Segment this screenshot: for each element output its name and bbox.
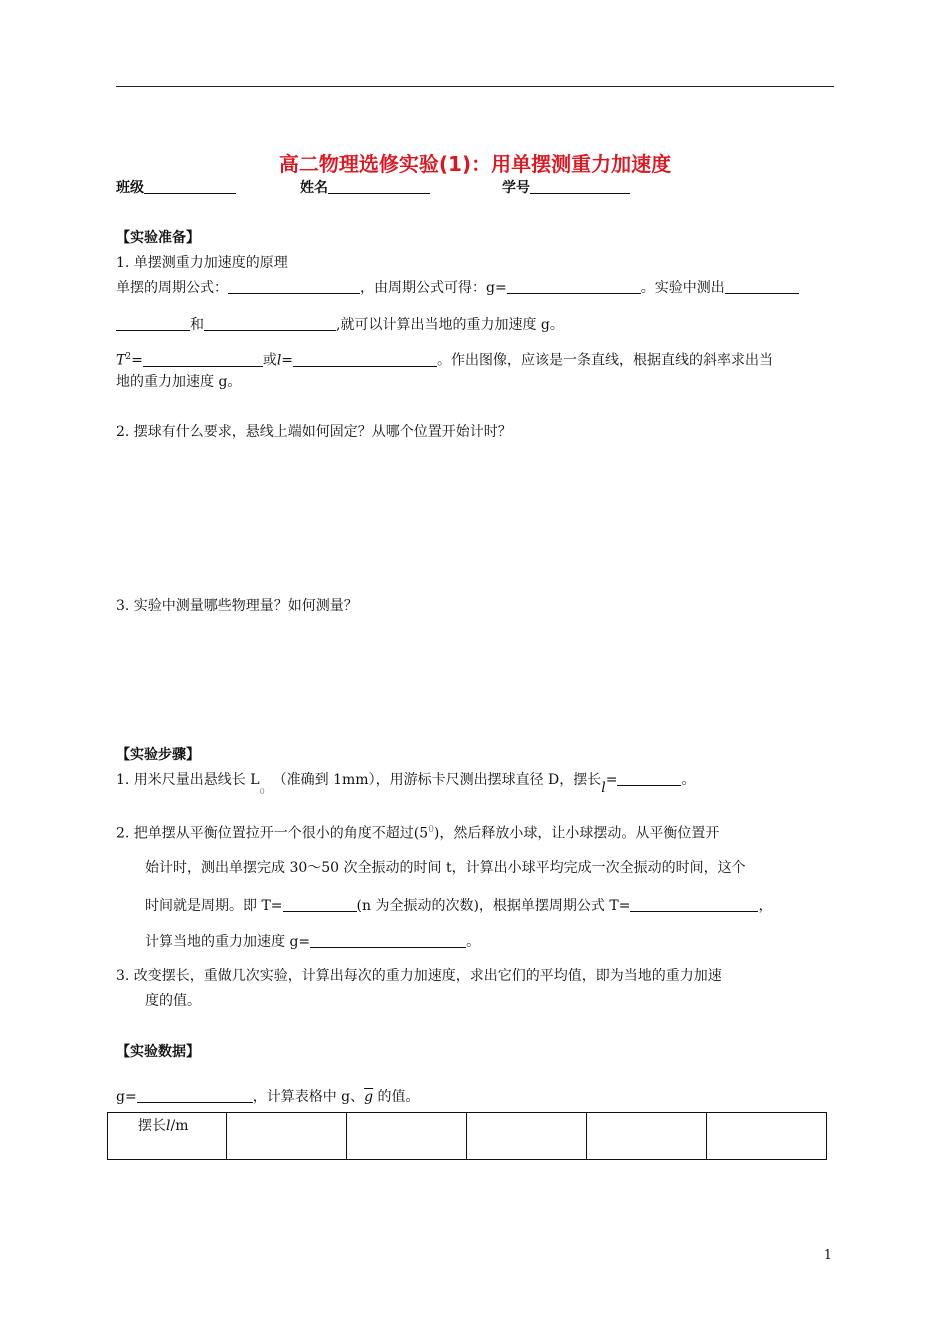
text-segment: 和 bbox=[190, 317, 204, 333]
text-segment: 2. 把单摆从平衡位置拉开一个很小的角度不超过(5 bbox=[116, 825, 429, 842]
table-cell[interactable] bbox=[347, 1113, 467, 1160]
text-segment: = bbox=[605, 772, 618, 788]
table-cell[interactable] bbox=[467, 1113, 587, 1160]
text-segment: ，由周期公式可得：g= bbox=[360, 280, 507, 296]
page-number: 1 bbox=[823, 1248, 832, 1263]
prep-q1-line3 bbox=[116, 347, 773, 371]
text-segment: ,就可以计算出当地的重力加速度 g。 bbox=[336, 317, 564, 333]
text-segment: 摆长 bbox=[138, 1118, 166, 1134]
measure-blank-1[interactable] bbox=[725, 279, 799, 294]
section-data-heading: 【实验数据】 bbox=[116, 1044, 200, 1060]
class-input[interactable] bbox=[144, 179, 236, 194]
step-2-line1 bbox=[116, 820, 719, 844]
g-bar-symbol: $\overline{g}$ bbox=[364, 1089, 374, 1105]
g-result-blank[interactable] bbox=[310, 933, 466, 948]
text-segment: （准确到 1mm），用游标卡尺测出摆球直径 D，摆长 bbox=[272, 772, 602, 788]
step-2-line2: 始计时，测出单摆完成 30～50 次全振动的时间 t，计算出小球平均完成一次全振动的时间，这个 bbox=[145, 860, 746, 876]
text-segment: 单摆的周期公式： bbox=[116, 280, 228, 296]
text-segment: 或 bbox=[262, 352, 277, 369]
text-segment: ， bbox=[758, 898, 773, 914]
text-segment: 。实验中测出 bbox=[640, 280, 725, 296]
pendulum-length-blank[interactable] bbox=[617, 771, 681, 786]
header-rule bbox=[116, 86, 834, 87]
period-blank[interactable] bbox=[283, 897, 357, 912]
g-formula-blank[interactable] bbox=[507, 279, 641, 294]
text-segment: 计算当地的重力加速度 g= bbox=[145, 934, 311, 950]
t-squared-blank[interactable] bbox=[143, 352, 263, 367]
g-expression-blank[interactable] bbox=[137, 1088, 253, 1103]
text-segment: 时间就是周期。即 T= bbox=[145, 898, 283, 914]
superscript: 2 bbox=[125, 352, 132, 362]
step-3-line2: 度的值。 bbox=[145, 993, 201, 1009]
class-label: 班级 bbox=[116, 180, 144, 196]
id-field bbox=[502, 178, 630, 198]
symbol-T: T bbox=[116, 352, 126, 369]
data-intro bbox=[116, 1087, 420, 1107]
id-label: 学号 bbox=[502, 180, 530, 196]
text-segment: 。 bbox=[681, 772, 696, 788]
step-1 bbox=[116, 770, 696, 796]
length-header bbox=[108, 1113, 226, 1135]
subscript: 0 bbox=[259, 787, 265, 796]
prep-q3: 3. 实验中测量哪些物理量？如何测量？ bbox=[116, 598, 358, 614]
table-cell[interactable] bbox=[707, 1113, 827, 1160]
text-segment: = bbox=[281, 352, 294, 369]
page-title: 高二物理选修实验(1)：用单摆测重力加速度 bbox=[278, 152, 672, 176]
prep-q1-line2 bbox=[116, 315, 564, 335]
data-table bbox=[107, 1112, 827, 1160]
measure-blank-1-cont[interactable] bbox=[116, 316, 190, 331]
text-segment: 1. 用米尺量出悬线长 L bbox=[116, 772, 260, 788]
section-steps-heading: 【实验步骤】 bbox=[116, 747, 200, 763]
step-2-line3 bbox=[145, 896, 772, 916]
name-label: 姓名 bbox=[300, 180, 328, 196]
text-segment: /m bbox=[170, 1118, 189, 1134]
step-3-line1: 3. 改变摆长，重做几次实验，计算出每次的重力加速度，求出它们的平均值，即为当地的重力加速 bbox=[116, 968, 722, 984]
table-row bbox=[108, 1113, 827, 1160]
text-segment: 的值。 bbox=[373, 1089, 420, 1105]
name-field bbox=[300, 178, 430, 198]
symbol-l: l bbox=[601, 780, 606, 796]
text-segment: 。作出图像，应该是一条直线，根据直线的斜率求出当 bbox=[437, 352, 774, 369]
text-segment: ，计算表格中 g、 bbox=[252, 1089, 365, 1105]
text-segment: g= bbox=[116, 1089, 137, 1105]
text-segment: 。 bbox=[466, 934, 481, 950]
period-formula-blank-2[interactable] bbox=[630, 897, 758, 912]
symbol-l: l bbox=[276, 352, 282, 369]
table-cell[interactable] bbox=[227, 1113, 347, 1160]
table-cell[interactable] bbox=[587, 1113, 707, 1160]
symbol-l: l bbox=[166, 1118, 171, 1134]
measure-blank-2[interactable] bbox=[204, 316, 336, 331]
class-field bbox=[116, 178, 236, 198]
section-prep-heading: 【实验准备】 bbox=[116, 230, 200, 246]
text-segment: (n 为全振动的次数)，根据单摆周期公式 T= bbox=[356, 898, 631, 914]
period-formula-blank[interactable] bbox=[228, 279, 360, 294]
degree-mark: 0 bbox=[428, 825, 434, 835]
step-2-line4 bbox=[145, 932, 480, 952]
length-blank[interactable] bbox=[293, 352, 437, 367]
prep-q1-line4: 地的重力加速度 g。 bbox=[116, 374, 242, 390]
text-segment: = bbox=[131, 352, 143, 369]
name-input[interactable] bbox=[328, 179, 430, 194]
id-input[interactable] bbox=[530, 179, 630, 194]
prep-q2: 2. 摆球有什么要求，悬线上端如何固定？从哪个位置开始计时？ bbox=[116, 424, 512, 440]
text-segment: )，然后释放小球，让小球摆动。从平衡位置开 bbox=[433, 825, 720, 842]
table-header-cell bbox=[108, 1113, 227, 1160]
prep-q1-line1 bbox=[116, 278, 799, 298]
prep-q1-title: 1. 单摆测重力加速度的原理 bbox=[116, 255, 288, 271]
